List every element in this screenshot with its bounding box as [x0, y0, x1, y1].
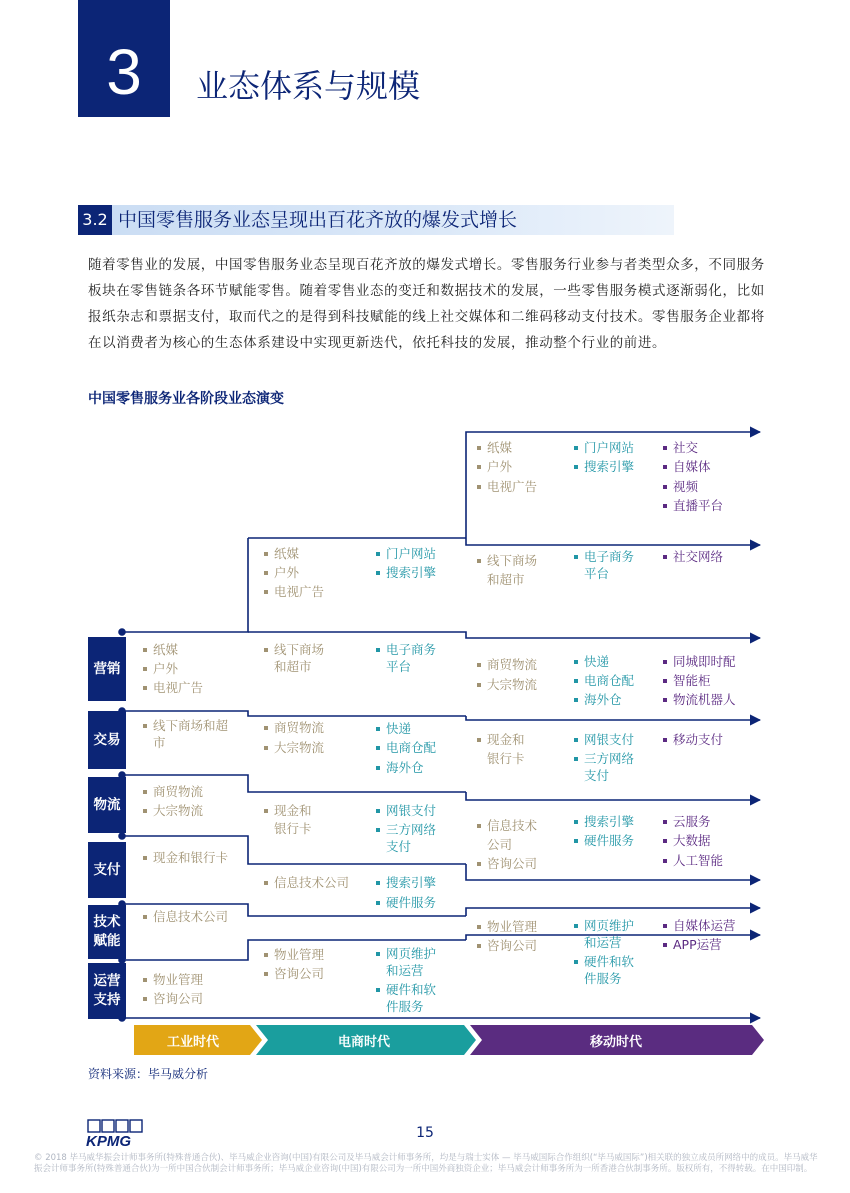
list-item: 现金和 [477, 730, 525, 749]
list-item: 门户网站 [574, 438, 634, 457]
list-item: 搜索引擎 [376, 873, 436, 892]
list-item: 网页维护 [376, 944, 436, 963]
list-item: 大宗物流 [477, 675, 537, 694]
list-item: 网银支付 [574, 730, 634, 749]
list-item: 现金和 [264, 801, 312, 820]
list-item: 纸媒 [143, 640, 178, 659]
list-item: 银行卡 [487, 751, 525, 766]
list-item: 物业管理 [264, 945, 324, 964]
list-item: 电视广告 [143, 678, 203, 697]
list-item: 搜索引擎 [574, 457, 634, 476]
list-item: 自媒体运营 [663, 916, 736, 935]
list-item: 移动支付 [663, 730, 723, 749]
list-item: 线下商场和超 [143, 716, 228, 735]
list-item: 自媒体 [663, 457, 711, 476]
list-item: 信息技术 [477, 816, 537, 835]
list-item: 社交网络 [663, 547, 723, 566]
list-item: 户外 [143, 659, 178, 678]
section-number: 3.2 [78, 205, 112, 235]
kpmg-logo-text: KPMG [86, 1133, 131, 1149]
list-item: 平台 [386, 659, 412, 674]
list-item: 咨询公司 [143, 989, 203, 1008]
list-item: 人工智能 [663, 851, 723, 870]
list-item: 现金和银行卡 [143, 848, 228, 867]
list-item: 电商仓配 [574, 671, 634, 690]
list-item: 户外 [477, 457, 512, 476]
era-label-ecommerce: 电商时代 [337, 1034, 390, 1050]
list-item: 纸媒 [477, 438, 512, 457]
list-item: 银行卡 [274, 821, 312, 836]
list-item: APP运营 [663, 935, 722, 954]
list-item: 商贸物流 [477, 655, 537, 674]
list-item: 网页维护 [574, 916, 634, 935]
list-item: 支付 [584, 768, 610, 783]
body-paragraph: 随着零售业的发展，中国零售服务业态呈现百花齐放的爆发式增长。零售服务行业参与者类型众多，不同服务板块在零售链条各环节赋能零售。随着零售业态的变迁和数据技术的发展，一些零售服务模式逐渐弱化，比如报纸杂志和票据支付，取而代之的是得到科技赋能的线上社交媒体和二维码移动支付技术。零售服务企业都将在以消费者为核心的生态体系建设中实现更新迭代，依托科技的发展，推动整个行业的前进。 [88, 257, 765, 351]
list-item: 和超市 [274, 659, 312, 674]
list-item: 大宗物流 [143, 801, 203, 820]
row-label-ops: 运营 支持 [88, 963, 126, 1019]
list-item: 电商仓配 [376, 738, 436, 757]
list-item: 智能柜 [663, 671, 711, 690]
list-item: 门户网站 [376, 544, 436, 563]
list-item: 电视广告 [477, 477, 537, 496]
list-item: 硬件服务 [376, 893, 436, 912]
chapter-title: 业态体系与规模 [196, 67, 421, 105]
list-item: 电子商务 [574, 547, 634, 566]
list-item: 三方网络 [376, 820, 436, 839]
era-label-mobile: 移动时代 [589, 1034, 642, 1050]
list-item: 市 [153, 735, 166, 750]
list-item: 件服务 [386, 999, 424, 1014]
list-item: 云服务 [663, 812, 711, 831]
list-item: 件服务 [584, 971, 622, 986]
list-item: 社交 [663, 438, 698, 457]
kpmg-logo [84, 1119, 148, 1149]
list-item: 硬件和软 [376, 980, 436, 999]
list-item: 公司 [487, 837, 513, 852]
list-item: 纸媒 [264, 544, 299, 563]
list-item: 户外 [264, 563, 299, 582]
page-number: 15 [416, 1125, 434, 1141]
row-label-marketing: 营销 [88, 637, 126, 701]
copyright-footer: © 2018 毕马威华振会计师事务所(特殊普通合伙)、毕马威企业咨询(中国)有限公司及毕马威会计师事务所，均是与瑞士实体 — 毕马威国际合作组织(“毕马威国际”)相关联的独立成员所网络中的成员。毕马威华振会计师事务所(特殊普通合伙)为一所中国合伙制会计师事务所；毕马威企业咨询(中国)有限公司为一所中国外商独资企业；毕马威会计师事务所为一所香港合伙制事务所。版权所有，不得转载。在中国印制。 [34, 1153, 818, 1174]
row-label-logistics: 物流 [88, 777, 126, 833]
list-item: 信息技术公司 [143, 907, 228, 926]
list-item: 物流机器人 [663, 690, 736, 709]
list-item: 电视广告 [264, 582, 324, 601]
list-item: 直播平台 [663, 496, 723, 515]
list-item: 电子商务 [376, 640, 436, 659]
row-label-payment: 支付 [88, 842, 126, 898]
list-item: 搜索引擎 [376, 563, 436, 582]
list-item: 海外仓 [574, 690, 622, 709]
row-label-trade: 交易 [88, 711, 126, 769]
list-item: 线下商场 [477, 551, 537, 570]
list-item: 大数据 [663, 831, 711, 850]
list-item: 物业管理 [143, 970, 203, 989]
list-item: 和运营 [584, 935, 622, 950]
list-item: 咨询公司 [264, 964, 324, 983]
figure-source: 资料来源：毕马威分析 [88, 1067, 209, 1081]
list-item: 硬件服务 [574, 831, 634, 850]
list-item: 平台 [584, 566, 610, 581]
list-item: 三方网络 [574, 749, 634, 768]
list-item: 大宗物流 [264, 738, 324, 757]
list-item: 搜索引擎 [574, 812, 634, 831]
row-label-tech: 技术 赋能 [88, 905, 126, 959]
list-item: 商贸物流 [143, 782, 203, 801]
list-item: 和运营 [386, 963, 424, 978]
chapter-number: 3 [106, 36, 142, 108]
list-item: 同城即时配 [663, 652, 736, 671]
list-item: 网银支付 [376, 801, 436, 820]
list-item: 视频 [663, 477, 698, 496]
list-item: 咨询公司 [477, 854, 537, 873]
list-item: 咨询公司 [477, 936, 537, 955]
list-item: 硬件和软 [574, 952, 634, 971]
list-item: 快递 [376, 719, 411, 738]
section-title: 中国零售服务业态呈现出百花齐放的爆发式增长 [118, 209, 518, 231]
list-item: 线下商场 [264, 640, 324, 659]
list-item: 支付 [386, 839, 412, 854]
list-item: 信息技术公司 [264, 873, 349, 892]
era-label-industrial: 工业时代 [166, 1034, 219, 1050]
list-item: 商贸物流 [264, 718, 324, 737]
figure-title: 中国零售服务业各阶段业态演变 [88, 391, 284, 407]
list-item: 快递 [574, 652, 609, 671]
list-item: 物业管理 [477, 917, 537, 936]
list-item: 和超市 [487, 572, 525, 587]
list-item: 海外仓 [376, 758, 424, 777]
